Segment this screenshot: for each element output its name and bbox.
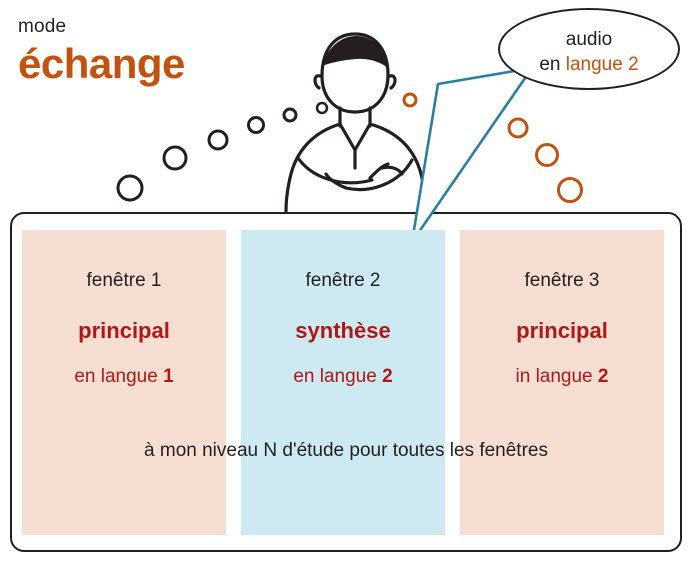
window-panel-2[interactable]	[241, 230, 445, 535]
bubble-line-2-prefix: en	[539, 54, 566, 75]
mode-label: mode	[18, 16, 67, 37]
window-lang-prefix-1: en langue	[74, 366, 164, 387]
mode-title: échange	[18, 40, 185, 87]
window-lang-number-1: 1	[163, 366, 174, 387]
window-lang-number-3: 2	[597, 366, 609, 387]
footnote-text: à mon niveau N d'étude pour toutes les fenêtres	[144, 440, 548, 461]
window-title-2: fenêtre 2	[305, 270, 381, 291]
window-lang-3	[460, 366, 664, 388]
person-illustration	[250, 18, 480, 223]
windows-columns	[10, 212, 682, 552]
window-role-3: principal	[516, 318, 608, 343]
speech-bubble-text	[498, 27, 680, 77]
window-panel-3[interactable]	[460, 230, 664, 535]
window-title-1: fenêtre 1	[86, 270, 162, 291]
window-lang-prefix-3: in langue	[515, 366, 598, 387]
window-lang-number-2: 2	[382, 366, 393, 387]
window-lang-1	[22, 366, 226, 388]
window-role-1: principal	[78, 318, 170, 343]
window-title-3: fenêtre 3	[524, 270, 600, 291]
window-lang-prefix-2: en langue	[293, 366, 383, 387]
bubble-trail-circles	[100, 70, 600, 220]
window-panel-1[interactable]	[22, 230, 226, 535]
window-role-2: synthèse	[295, 318, 391, 343]
window-lang-2	[241, 366, 445, 388]
bubble-line-2	[498, 52, 680, 77]
bubble-line-1: audio	[565, 29, 613, 50]
bubble-line-2-highlight: langue 2	[565, 54, 639, 75]
